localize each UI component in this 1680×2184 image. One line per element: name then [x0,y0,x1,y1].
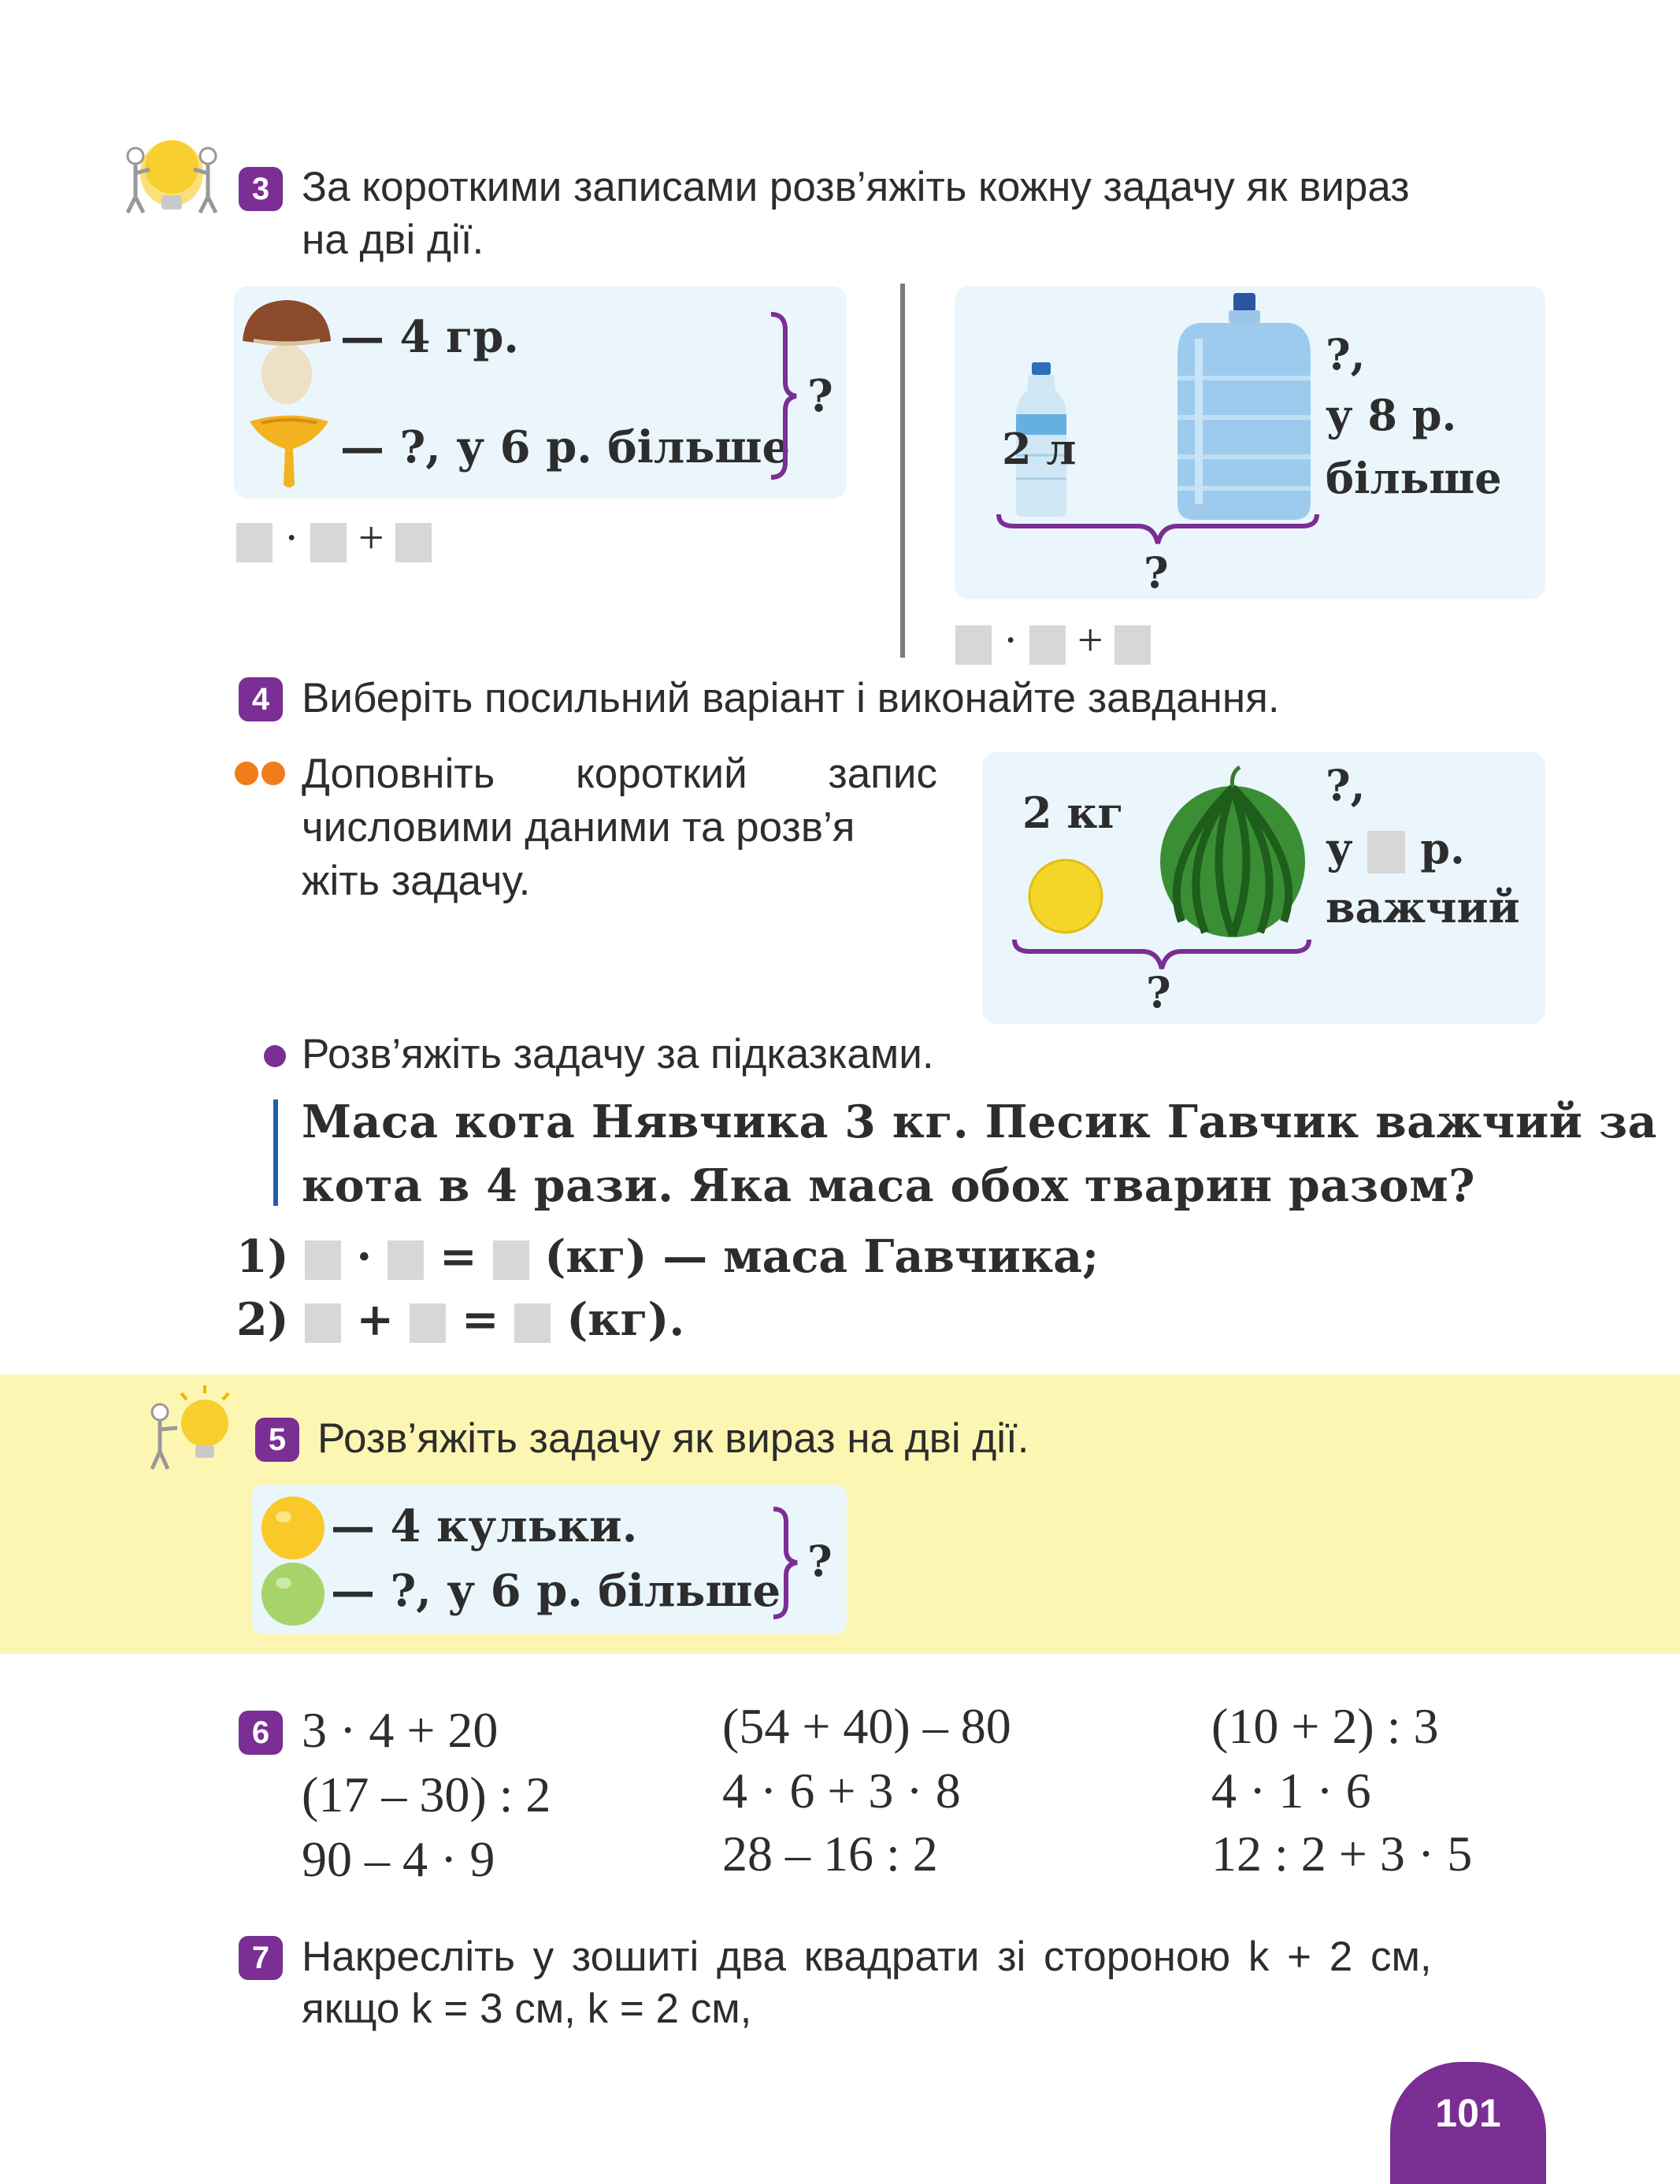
answer-box[interactable] [493,1240,529,1280]
chanterelle-icon [246,406,332,492]
task7-line2: якщо k = 3 см, k = 2 см, [302,1986,752,2032]
problem-line1: Маса кота Нявчика 3 кг. Песик Гавчик важчий за [302,1096,1658,1148]
task-number-4: 4 [239,677,283,721]
watermelon-icon [1158,764,1307,939]
melon-label-line3: важчий [1326,882,1520,933]
task-number-6: 6 [239,1711,283,1755]
task4-instruction: Виберіть посильний варіант і виконайте завдання. [302,675,1280,721]
green-balloon-icon [260,1561,327,1628]
water-jug-icon [1175,291,1313,521]
jug-label-line2: у 8 р. [1326,390,1457,440]
brace-icon [768,311,799,480]
plus-sign: + [1077,614,1103,666]
task-number-5: 5 [255,1418,299,1462]
melon-label-line1: ?, [1326,760,1366,810]
task3-left-total: ? [807,370,833,422]
answer-box[interactable] [955,625,992,665]
expression: (10 + 2) : 3 [1211,1698,1439,1754]
task3-left-row2: — ?, у 6 р. більше [340,421,791,473]
melon-icon [1028,858,1103,934]
task-number-7: 7 [239,1936,283,1980]
expression: 4 · 6 + 3 · 8 [722,1763,961,1819]
task3-left-row1: — 4 гр. [340,311,519,363]
answer-box[interactable] [514,1303,551,1343]
mushroom-icon [238,295,336,406]
problem-line2: кота в 4 рази. Яка маса обох тварин разом? [302,1159,1476,1212]
expression: 3 · 4 + 20 [302,1702,499,1758]
melon-label-line2: у р. [1326,823,1465,873]
answer-box[interactable] [388,1240,424,1280]
expression: 4 · 1 · 6 [1211,1763,1371,1819]
task3-right-formula [955,614,1151,666]
option1-line3: жіть задачу. [302,858,531,904]
expression: 90 – 4 · 9 [302,1831,495,1887]
divider [900,284,905,658]
task3-instruction-line2: на дві дії. [302,217,484,263]
answer-box[interactable] [310,523,347,562]
jug-label-line1: ?, [1326,329,1366,380]
answer-box[interactable] [305,1303,341,1343]
option1-line2: числовими даними та розв’я [302,804,855,851]
answer-box[interactable] [395,523,432,562]
option2-text: Розв’яжіть задачу за підказками. [302,1031,934,1077]
answer-box[interactable] [1114,625,1151,665]
multiply-sign: · [1003,614,1018,666]
two-dots-marker-icon [234,760,289,787]
task-number-3: 3 [239,167,283,211]
task3-instruction-line1: За короткими записами розв’яжіть кожну задачу як вираз [302,164,1410,210]
answer-box[interactable] [1029,625,1066,665]
solution-step1: 1) · = (кг) — маса Гавчика; [236,1230,1100,1283]
answer-box[interactable] [305,1240,341,1280]
task5-total: ? [807,1536,833,1586]
page-number: 101 [1390,2062,1546,2184]
task5-row1: — 4 кульки. [331,1500,638,1552]
multiply-sign: · [284,512,299,563]
option1-line1: Доповніть короткий запис [302,751,937,797]
lightbulb-character-icon [138,1382,244,1473]
expression: 28 – 16 : 2 [722,1826,938,1882]
task7-line1: Накресліть у зошиті два квадрати зі стороною k + 2 см, [302,1934,1432,1980]
task5-row2: — ?, у 6 р. більше [331,1565,781,1617]
quote-bar [273,1099,278,1206]
expression: (54 + 40) – 80 [722,1698,1011,1754]
solution-step2: 2) + = (кг). [236,1293,685,1346]
answer-box[interactable] [236,523,273,562]
task3-left-formula [236,512,432,563]
one-dot-marker-icon [262,1044,287,1069]
melon-total: ? [1146,967,1171,1018]
answer-box[interactable] [1367,831,1405,873]
bottle-volume-label: 2 л [1002,424,1077,474]
lightbulb-characters-icon [118,126,224,221]
jug-label-line3: більше [1326,453,1502,503]
task3-right-total: ? [1144,547,1169,598]
yellow-balloon-icon [260,1495,327,1562]
plus-sign: + [358,512,384,563]
brace-bottom-icon [996,512,1319,547]
expression: 12 : 2 + 3 · 5 [1211,1826,1473,1882]
task5-instruction: Розв’яжіть задачу як вираз на дві дії. [317,1415,1029,1462]
brace-icon [770,1506,802,1620]
answer-box[interactable] [410,1303,446,1343]
melon-weight-label: 2 кг [1022,788,1124,838]
expression: (17 – 30) : 2 [302,1767,551,1822]
